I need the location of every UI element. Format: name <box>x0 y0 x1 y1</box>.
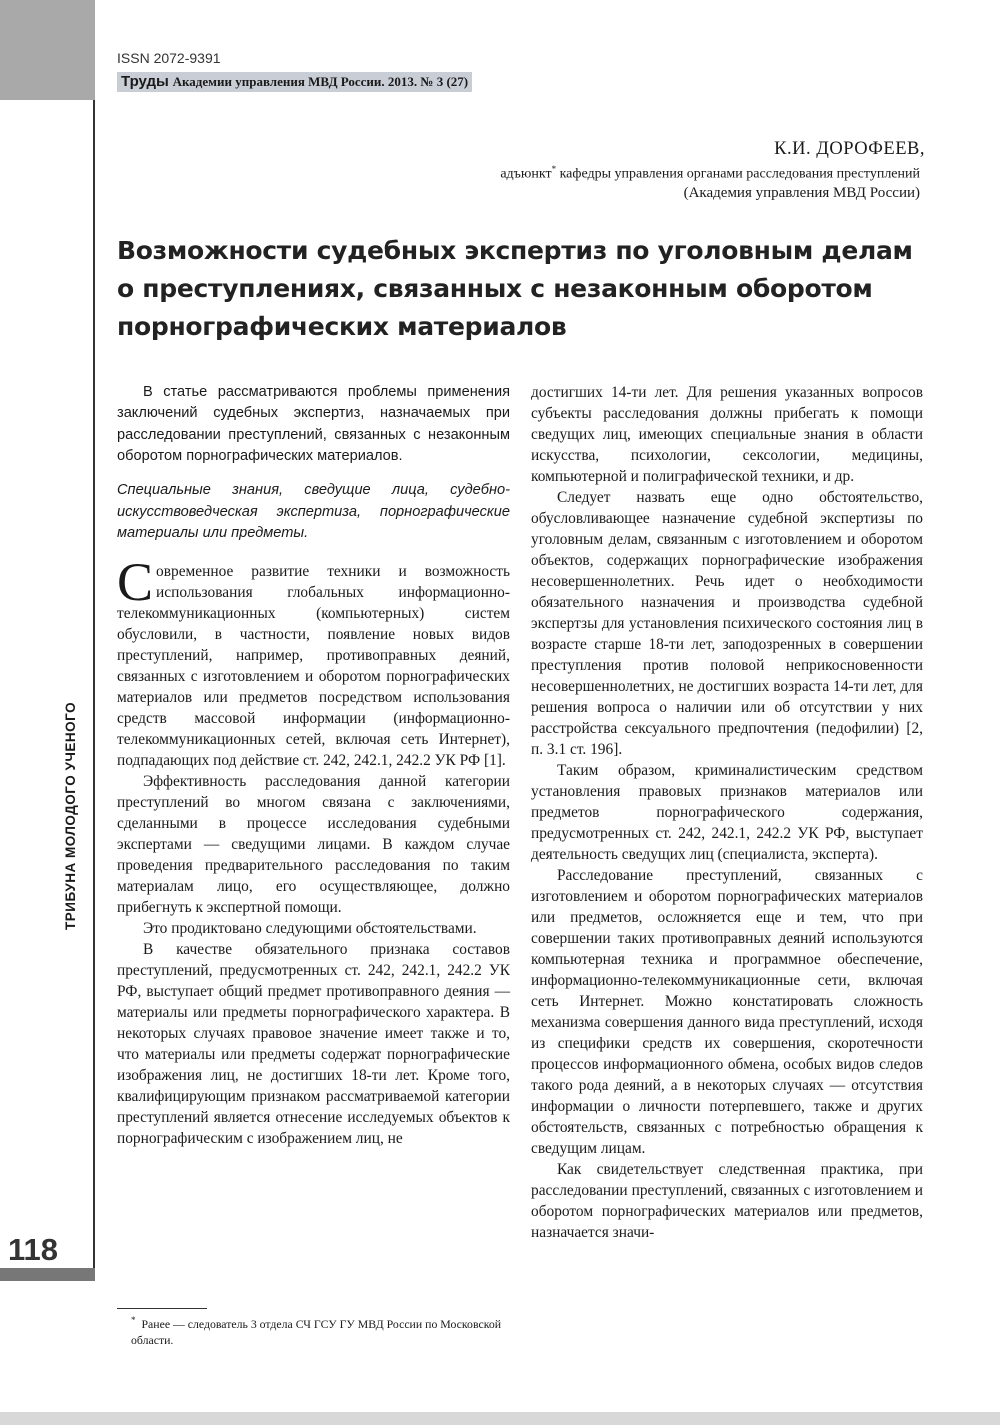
paragraph: Как свидетельствует следственная практика, при расследовании преступлений, связанных с изготовлением и оборотом порнографических материалов или предметов, назначается значи- <box>531 1161 923 1241</box>
footnote <box>117 1312 510 1348</box>
author-name: К.И. ДОРОФЕЕВ, <box>774 139 925 159</box>
author-organization: (Академия управления МВД России) <box>683 185 920 201</box>
abstract-text: В статье рассматриваются проблемы применения заключений судебных экспертиз, назначаемых при расследовании преступлений, связанных с незаконным оборотом порнографических материалов. <box>117 384 510 464</box>
keywords: Специальные знания, сведущие лица, судебно-искусствоведческая экспертиза, порнографические материалы или предметы. <box>117 482 510 542</box>
journal-title-part2: Академии управления МВД России. 2013. № 3 (27) <box>172 74 469 89</box>
journal-title <box>117 72 472 92</box>
left-column <box>117 382 510 1149</box>
paragraph: Таким образом, криминалистическим средством установления правовых признаков материалов или предметов порнографического содержания, предусмотренных ст. 242, 242.1, 242.2 УК РФ, выступает деятельность сведущих лиц (специалиста, эксперта). <box>531 762 923 863</box>
author-position <box>500 164 920 183</box>
paragraph: Следует назвать еще одно обстоятельство, обусловливающее назначение судебной экспертизы по уголовным делам, связанным с изготовлением и оборотом объектов, содержащих порнографические изображения несовершеннолетних. Речь идет о необходимости обязательного назначения и производства судебной экспертзы для установления психического состояния лиц в возрасте старше 18-ти лет, заподозренных в совершении преступления против половой неприкосновенности несовершеннолетних, не достигших возраста 14-ти лет, для решения вопроса о наличии или об отсутствии у них расстройства сексуального предпочтения (педофилии) [2, п. 3.1 ст. 196]. <box>531 489 923 758</box>
abstract <box>117 382 510 467</box>
first-paragraph <box>117 551 510 771</box>
footer-strip <box>0 1412 1000 1425</box>
footnote-text: Ранее — следователь 3 отдела СЧ ГСУ ГУ МВД России по Московской области. <box>131 1316 502 1347</box>
article-title: Возможности судебных экспертиз по уголовным делам о преступлениях, связанных с незаконным оборотом порнографических материалов <box>117 236 913 341</box>
footnote-mark: * <box>131 1315 136 1325</box>
drop-cap: С <box>117 551 154 612</box>
margin-rule <box>93 100 95 1280</box>
left-body <box>117 551 510 1149</box>
journal-title-part1: Труды <box>121 73 169 90</box>
right-body <box>531 382 923 1243</box>
author-position-title: адъюнкт <box>500 166 552 182</box>
continuation-paragraph: достигших 14-ти лет. Для решения указанных вопросов субъекты расследования должны прибегать к помощи сведущих лиц, имеющих специальные знания в области искусства, психологии, сексологии, медицины, компьютерной и полиграфической техники, и др. <box>531 384 923 485</box>
paragraph: Эффективность расследования данной категории преступлений во многом связана с заключениями, сделанными в процессе исследования судебными экспертами — сведущими лицами. В каждом случае проведения предварительного расследования по таким материалам лицо, его осуществляющее, должно прибегнуть к экспертной помощи. <box>117 772 510 916</box>
page-number-bar <box>0 1268 95 1281</box>
section-label: ТРИБУНА МОЛОДОГО УЧЕНОГО <box>63 701 78 930</box>
paragraph: В качестве обязательного признака составов преступлений, предусмотренных ст. 242, 242.1, 242.2 УК РФ, выступает общий предмет противоправного деяния — материалы или предметы порнографического характера. В некоторых случаях правовое значение имеет также и то, что материалы или предметы содержат порнографические изображения лиц, не достигших 18-ти лет. Кроме того, квалифицирующим признаком рассматриваемой категории преступлений является отнесение исследуемых объектов к порнографическим с изображением лиц, не <box>117 940 510 1147</box>
issn-label: ISSN 2072-9391 <box>117 50 221 66</box>
page-number: 118 <box>8 1232 59 1267</box>
footnote-rule <box>117 1308 207 1309</box>
paragraph: Расследование преступлений, связанных с изготовлением и оборотом порнографических материалов или предметов, осложняется еще и тем, что при совершении таких противоправных деяний используются компьютерная техника и программное обеспечение, информационно-телекоммуникационные сети, включая сеть Интернет. Можно констатировать сложность механизма совершения данного вида преступлений, исходя из специфики средств их совершения, скоротечности процессов информационного обмена, особых видов следов такого рода деяний, а в некоторых случаях — отсутствия информации о личности потерпевшего, также и других обстоятельств, связанных с потребностью обращения к сведущим лицам. <box>531 867 923 1157</box>
right-column <box>531 382 923 1243</box>
paragraph: Это продиктовано следующими обстоятельствами. <box>143 919 477 937</box>
first-paragraph-text: овременное развитие техники и возможность использования глобальных информационно-телекоммуникационных (компьютерных) систем обусловили, в частности, появление новых видов преступлений, например, противоправных деяний, связанных с изготовлением и оборотом порнографических материалов или предметов посредством использования средств массовой информации (информационно-телекоммуникационных сетей, включая сеть Интернет), подпадающих под действие ст. 242, 242.1, 242.2 УК РФ [1]. <box>117 562 510 769</box>
author-position-dept: кафедры управления органами расследования преступлений <box>556 166 920 182</box>
header-gray-bar <box>0 0 95 100</box>
footnote-marker: * <box>551 164 557 174</box>
